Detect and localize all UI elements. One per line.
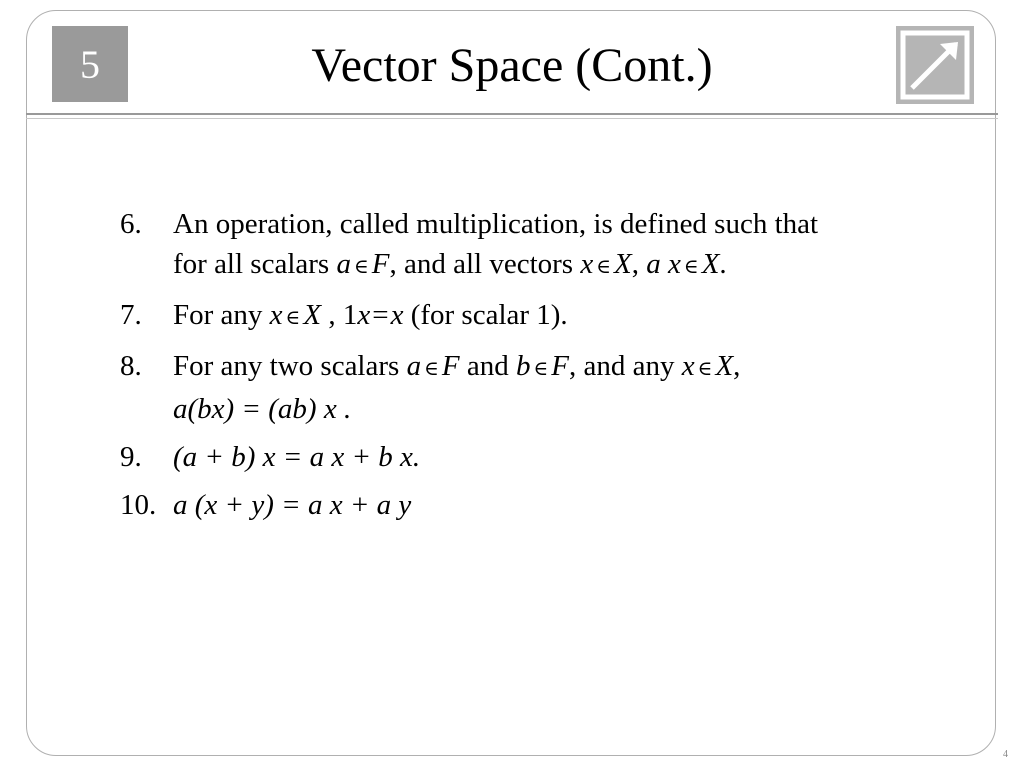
- equation: a(bx) = (ab) x .: [173, 393, 352, 425]
- item-number: 8.: [120, 350, 142, 382]
- header-divider: [26, 113, 998, 115]
- item-number: 6.: [120, 208, 142, 240]
- slide-title: Vector Space (Cont.): [311, 39, 713, 92]
- item-text: An operation, called multiplication, is defined such that for all scalars a ∈ F, and all vectors x ∈ X, a x ∈ X.: [173, 208, 819, 280]
- header-divider-thin: [26, 118, 998, 119]
- axiom-list: [120, 204, 950, 533]
- list-item: [120, 295, 950, 338]
- diagonal-arrow-icon[interactable]: [896, 26, 974, 104]
- item-text: For any x ∈ X , 1x=x (for scalar 1).: [173, 299, 568, 331]
- slide-number-badge: [52, 26, 128, 102]
- list-item: [120, 485, 950, 525]
- page-number: 4: [1003, 749, 1008, 760]
- equation: (a + b) x = a x + b x.: [173, 441, 421, 473]
- list-item: [120, 437, 950, 477]
- equation: a (x + y) = a x + a y: [173, 489, 412, 521]
- slide-number: 5: [80, 41, 100, 87]
- item-number: 7.: [120, 299, 142, 331]
- list-item: [120, 346, 950, 429]
- item-number: 9.: [120, 441, 142, 473]
- list-item: [120, 204, 950, 287]
- item-number: 10.: [120, 489, 157, 521]
- item-text: For any two scalars a ∈ F and b ∈ F, and any x ∈ X, a(bx) = (ab) x .: [173, 346, 950, 429]
